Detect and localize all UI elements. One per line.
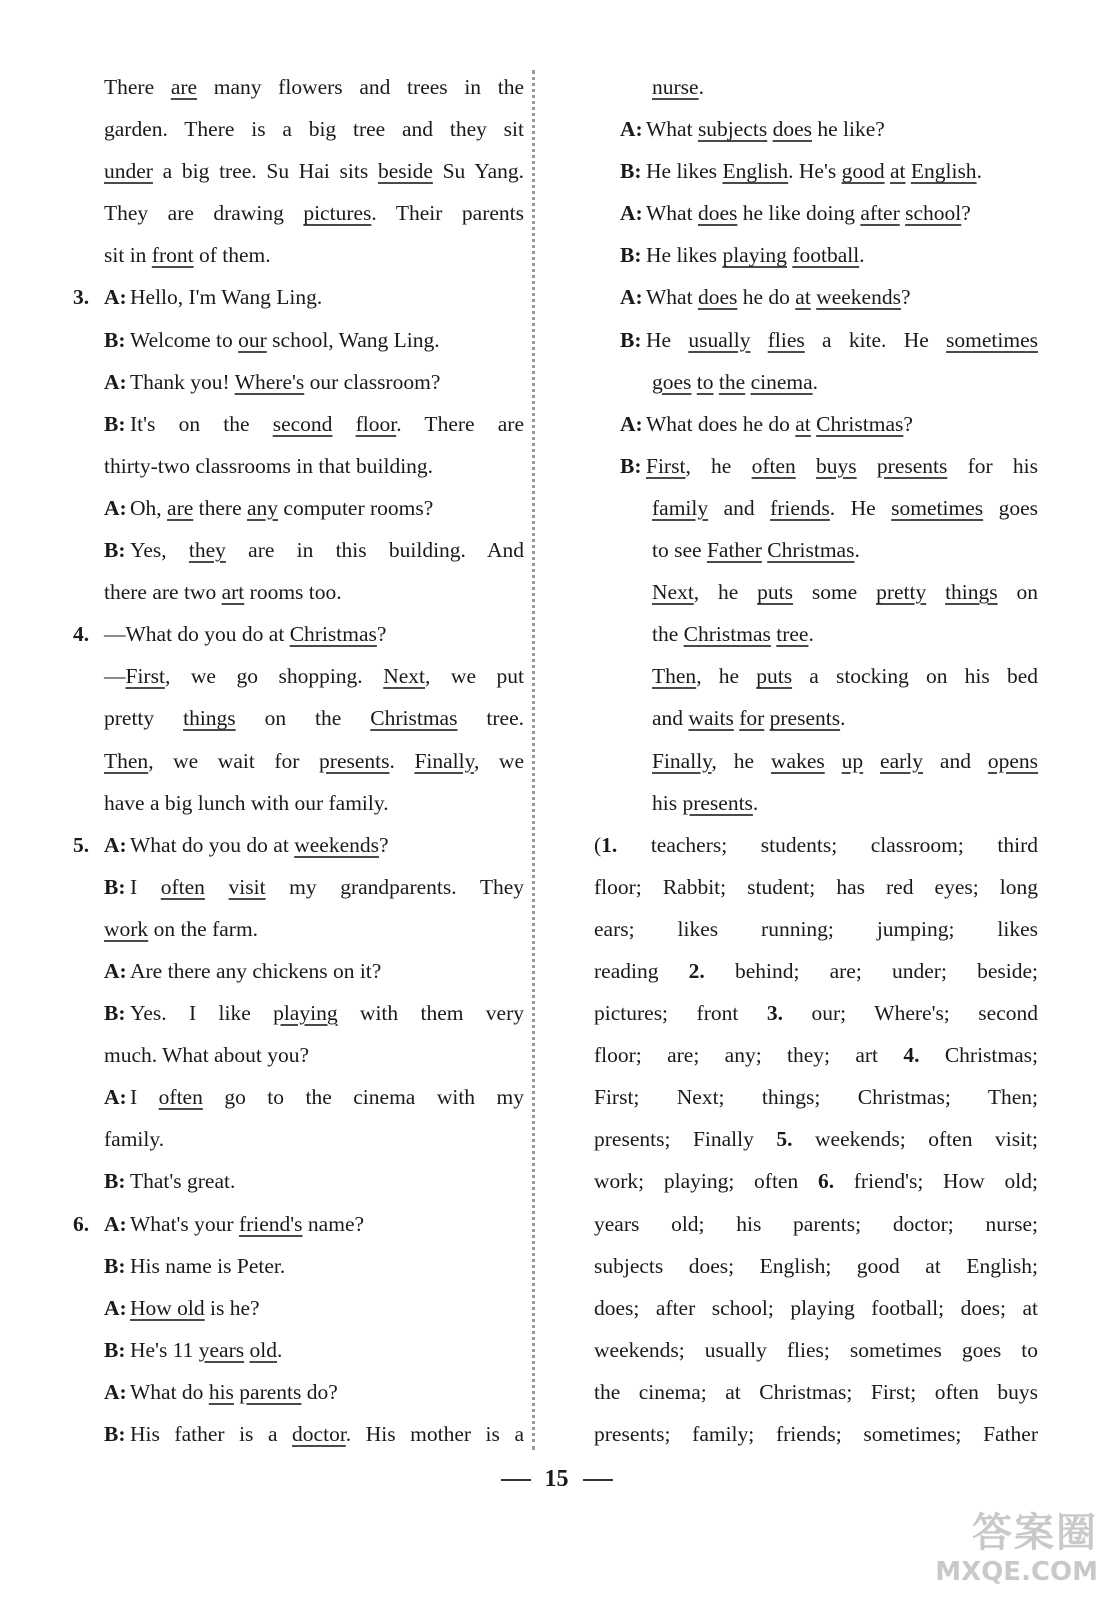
- answer-blank: at: [889, 159, 906, 184]
- answer-blank: goes: [652, 369, 692, 394]
- answer-blank: our: [238, 327, 267, 352]
- dialogue-line: B: I often visit my grandparents. They: [104, 866, 524, 908]
- dialogue-line: B: He likes playing football.: [594, 234, 1038, 276]
- answer-blank: buys: [816, 453, 857, 478]
- answer-blank: Then: [104, 748, 149, 773]
- answer-blank: English: [722, 159, 789, 184]
- answer-blank: Father: [706, 538, 762, 563]
- dialogue-line: A: What does he do at weekends?: [594, 276, 1038, 318]
- answer-blank: English: [910, 159, 977, 184]
- answer-blank: does: [772, 117, 813, 142]
- dialogue-line: B: Yes. I like playing with them very: [104, 992, 524, 1034]
- dialogue-line: goes to the cinema.: [652, 369, 819, 394]
- answer-blank: puts: [757, 580, 793, 605]
- answer-blank: wakes: [771, 748, 825, 773]
- answer-key-line: floor; are; any; they; art 4. Christmas;: [594, 1043, 1038, 1068]
- answer-blank: Finally: [652, 748, 712, 773]
- dialogue-line: have a big lunch with our family.: [104, 790, 389, 815]
- answer-blank: presents: [319, 748, 390, 773]
- speaker-label: A:: [104, 1379, 127, 1404]
- dialogue-line: B: Yes, they are in this building. And: [104, 529, 524, 571]
- key-number: 5.: [776, 1127, 793, 1152]
- answer-blank: cinema: [750, 369, 813, 394]
- answer-blank: Christmas: [767, 538, 855, 563]
- key-number: 4.: [903, 1043, 920, 1068]
- dialogue-line: 3. A: Hello, I'm Wang Ling.: [104, 276, 524, 318]
- answer-blank: does: [697, 201, 738, 226]
- answer-key-line: (1. teachers; students; classroom; third: [594, 832, 1038, 857]
- right-column: [594, 66, 1038, 1455]
- answer-key-line: First; Next; things; Christmas; Then;: [594, 1085, 1038, 1110]
- speaker-label: A:: [104, 958, 127, 983]
- dialogue-line: A: What does he like doing after school?: [594, 192, 1038, 234]
- dialogue-line: 5. A: What do you do at weekends?: [104, 824, 524, 866]
- column-divider: [532, 70, 535, 1450]
- answer-blank: waits: [688, 706, 734, 731]
- answer-blank: usually: [688, 327, 751, 352]
- answer-blank: flies: [767, 327, 805, 352]
- speaker-label: B:: [104, 1422, 126, 1446]
- dialogue-line: pretty things on the Christmas tree.: [104, 706, 524, 731]
- answer-blank: First: [646, 453, 686, 478]
- answer-key-line: pictures; front 3. our; Where's; second: [594, 1001, 1039, 1026]
- speaker-label: A:: [104, 1211, 127, 1236]
- speaker-label: B:: [620, 159, 642, 184]
- answer-blank: often: [158, 1085, 203, 1110]
- page-number: 15: [544, 1466, 569, 1492]
- speaker-label: A:: [620, 285, 643, 310]
- answer-blank: school: [905, 201, 962, 226]
- answer-blank: sometimes: [891, 495, 984, 520]
- answer-blank: pretty: [876, 580, 927, 605]
- answer-blank: Then: [652, 664, 697, 689]
- answer-blank: beside: [377, 159, 433, 184]
- dialogue-line: and waits for presents.: [652, 706, 846, 731]
- answer-blank: years: [198, 1337, 245, 1362]
- speaker-label: A:: [620, 201, 643, 226]
- dialogue-line: A: Are there any chickens on it?: [104, 950, 524, 992]
- answer-blank: parents: [239, 1379, 302, 1404]
- answer-blank: things: [183, 706, 236, 731]
- answer-blank: up: [841, 748, 864, 773]
- answer-blank: his: [208, 1379, 234, 1404]
- dialogue-line: Next, he puts some pretty things on: [652, 580, 1038, 605]
- watermark-url: MXQE.COM: [935, 1557, 1098, 1587]
- dialogue-line: 4. —What do you do at Christmas?: [104, 613, 524, 655]
- answer-blank: puts: [756, 664, 793, 689]
- answer-blank: front: [151, 243, 194, 268]
- answer-blank: playing: [273, 1001, 338, 1026]
- speaker-label: B:: [104, 411, 126, 436]
- answer-blank: pictures: [303, 201, 372, 226]
- answer-blank: First: [125, 664, 165, 689]
- dialogue-line: B: It's on the second floor. There are: [104, 403, 524, 445]
- dialogue-line: B: His father is a doctor. His mother is a: [104, 1413, 524, 1455]
- speaker-label: A:: [104, 369, 127, 394]
- answer-blank: presents: [769, 706, 841, 731]
- answer-blank: to: [696, 369, 714, 394]
- speaker-label: A:: [104, 1085, 127, 1110]
- dialogue-line: B: He's 11 years old.: [104, 1329, 524, 1371]
- dialogue-line: work on the farm.: [104, 916, 259, 941]
- dialogue-line: family.: [104, 1127, 165, 1152]
- dialogue-line: family and friends. He sometimes goes: [652, 495, 1038, 520]
- key-number: 2.: [688, 958, 705, 983]
- speaker-label: A:: [104, 285, 127, 310]
- answer-blank: for: [739, 706, 765, 731]
- key-number: 6.: [817, 1169, 835, 1194]
- answer-key-line: presents; family; friends; sometimes; Father: [594, 1422, 1038, 1446]
- answer-key-line: subjects does; English; good at English;: [594, 1253, 1038, 1278]
- answer-blank: any: [247, 495, 279, 520]
- dialogue-line: B: That's great.: [104, 1160, 524, 1202]
- answer-blank: at: [795, 285, 811, 310]
- answer-key-line: reading 2. behind; are; under; beside;: [594, 958, 1038, 983]
- speaker-label: B:: [104, 1001, 126, 1026]
- answer-blank: after: [860, 201, 900, 226]
- answer-key-line: years old; his parents; doctor; nurse;: [594, 1211, 1038, 1236]
- answer-blank: How old: [130, 1295, 205, 1320]
- answer-blank: they: [188, 538, 226, 563]
- dialogue-line: A: I often go to the cinema with my: [104, 1076, 524, 1118]
- answer-blank: work: [104, 916, 149, 941]
- footer-dash: [583, 1479, 613, 1481]
- speaker-label: B:: [104, 1169, 126, 1194]
- question-number: 5.: [73, 832, 90, 857]
- answer-blank: Christmas: [816, 411, 904, 436]
- speaker-label: B:: [104, 538, 126, 563]
- dialogue-line: there are two art rooms too.: [104, 580, 342, 605]
- answer-blank: often: [160, 874, 205, 899]
- dialogue-line: B: Welcome to our school, Wang Ling.: [104, 319, 524, 361]
- answer-blank: second: [272, 411, 333, 436]
- dialogue-line: B: He usually flies a kite. He sometimes: [594, 319, 1038, 361]
- answer-blank: Finally: [414, 748, 474, 773]
- question-number: 6.: [73, 1211, 90, 1236]
- text-line: garden. There is a big tree and they sit: [104, 117, 524, 142]
- text-line: under a big tree. Su Hai sits beside Su Yang.: [104, 159, 525, 184]
- answer-blank: under: [104, 159, 153, 184]
- dialogue-line: 6. A: What's your friend's name?: [104, 1203, 524, 1245]
- answer-blank: are: [170, 75, 198, 99]
- dialogue-line: —First, we go shopping. Next, we put: [104, 664, 524, 689]
- dialogue-line: Then, we wait for presents. Finally, we: [104, 748, 524, 773]
- answer-blank: things: [945, 580, 998, 605]
- answer-blank: presents: [876, 453, 948, 478]
- dialogue-line: his presents.: [652, 790, 759, 815]
- speaker-label: B:: [620, 327, 642, 352]
- answer-blank: weekends: [816, 285, 901, 310]
- answer-blank: Christmas: [370, 706, 458, 731]
- answer-blank: often: [751, 453, 796, 478]
- answer-key-line: the cinema; at Christmas; First; often buys: [594, 1379, 1038, 1404]
- dialogue-line: Finally, he wakes up early and opens: [652, 748, 1039, 773]
- answer-blank: family: [652, 495, 709, 520]
- footer-dash: [501, 1479, 531, 1481]
- speaker-label: B:: [104, 1337, 126, 1362]
- answer-blank: does: [697, 285, 738, 310]
- speaker-label: A:: [104, 1295, 127, 1320]
- question-number: 3.: [73, 285, 90, 310]
- text-line: They are drawing pictures. Their parents: [104, 201, 524, 226]
- answer-blank: tree: [776, 622, 809, 647]
- answer-blank: sometimes: [946, 327, 1038, 352]
- answer-blank: football: [792, 243, 860, 268]
- dialogue-line: A: What subjects does he like?: [594, 108, 1038, 150]
- answer-blank: presents: [682, 790, 753, 815]
- speaker-label: A:: [620, 117, 643, 142]
- key-number: 3.: [766, 1001, 783, 1026]
- answer-key-line: floor; Rabbit; student; has red eyes; long: [594, 874, 1038, 899]
- answer-blank: the: [718, 369, 746, 394]
- answer-blank: playing: [722, 243, 787, 268]
- question-number: 4.: [73, 622, 90, 647]
- watermark-logo: 答案圈: [972, 1510, 1098, 1556]
- answer-blank: floor: [355, 411, 397, 436]
- answer-blank: friend's: [238, 1211, 303, 1236]
- page-footer: [0, 1466, 1113, 1493]
- dialogue-line: thirty-two classrooms in that building.: [104, 453, 434, 478]
- answer-key-line: does; after school; playing football; does; at: [594, 1295, 1038, 1320]
- answer-key-line: ears; likes running; jumping; likes: [594, 916, 1038, 941]
- answer-blank: friends: [770, 495, 830, 520]
- answer-blank: art: [221, 580, 245, 605]
- answer-blank: Christmas: [683, 622, 771, 647]
- dialogue-line: Then, he puts a stocking on his bed: [652, 664, 1038, 689]
- answer-blank: opens: [987, 748, 1039, 773]
- answer-blank: early: [880, 748, 924, 773]
- answer-blank: Next: [652, 580, 694, 605]
- answer-key-line: presents; Finally 5. weekends; often visit;: [594, 1127, 1038, 1152]
- answer-blank: doctor: [292, 1422, 346, 1446]
- speaker-label: A:: [620, 411, 643, 436]
- dialogue-line: much. What about you?: [104, 1043, 309, 1068]
- dialogue-line: B: His name is Peter.: [104, 1245, 524, 1287]
- speaker-label: A:: [104, 832, 127, 857]
- left-column: [73, 66, 525, 1455]
- speaker-label: B:: [104, 327, 126, 352]
- answer-key-line: weekends; usually flies; sometimes goes to: [594, 1337, 1038, 1362]
- speaker-label: B:: [620, 243, 642, 268]
- answer-key-line: work; playing; often 6. friend's; How old;: [594, 1169, 1038, 1194]
- answer-blank: nurse: [652, 75, 699, 99]
- answer-blank: at: [795, 411, 811, 436]
- dialogue-line: A: Oh, are there any computer rooms?: [104, 487, 524, 529]
- answer-blank: good: [841, 159, 885, 184]
- key-number: 1.: [601, 832, 618, 857]
- speaker-label: A:: [104, 495, 127, 520]
- dialogue-line: A: How old is he?: [104, 1287, 524, 1329]
- dialogue-line: the Christmas tree.: [652, 622, 814, 647]
- dialogue-line: B: He likes English. He's good at English.: [594, 150, 1038, 192]
- dialogue-line: to see Father Christmas.: [652, 538, 860, 563]
- answer-blank: weekends: [294, 832, 379, 857]
- dialogue-line: A: What do his parents do?: [104, 1371, 524, 1413]
- answer-blank: old: [249, 1337, 277, 1362]
- watermark: [918, 1510, 1098, 1592]
- text-line: sit in front of them.: [104, 243, 271, 268]
- speaker-label: B:: [104, 1253, 126, 1278]
- answer-blank: Next: [383, 664, 426, 689]
- dialogue-line: A: What does he do at Christmas?: [594, 403, 1038, 445]
- speaker-label: B:: [104, 874, 126, 899]
- answer-blank: are: [167, 495, 194, 520]
- text-line: There are many flowers and trees in the: [104, 75, 524, 99]
- answer-blank: Christmas: [289, 622, 377, 647]
- dialogue-line: nurse.: [652, 75, 704, 99]
- dialogue-line: A: Thank you! Where's our classroom?: [104, 361, 524, 403]
- answer-blank: subjects: [697, 117, 768, 142]
- answer-blank: visit: [228, 874, 266, 899]
- answer-blank: Where's: [234, 369, 305, 394]
- speaker-label: B:: [620, 453, 642, 478]
- dialogue-line: B: First, he often buys presents for his: [594, 445, 1038, 487]
